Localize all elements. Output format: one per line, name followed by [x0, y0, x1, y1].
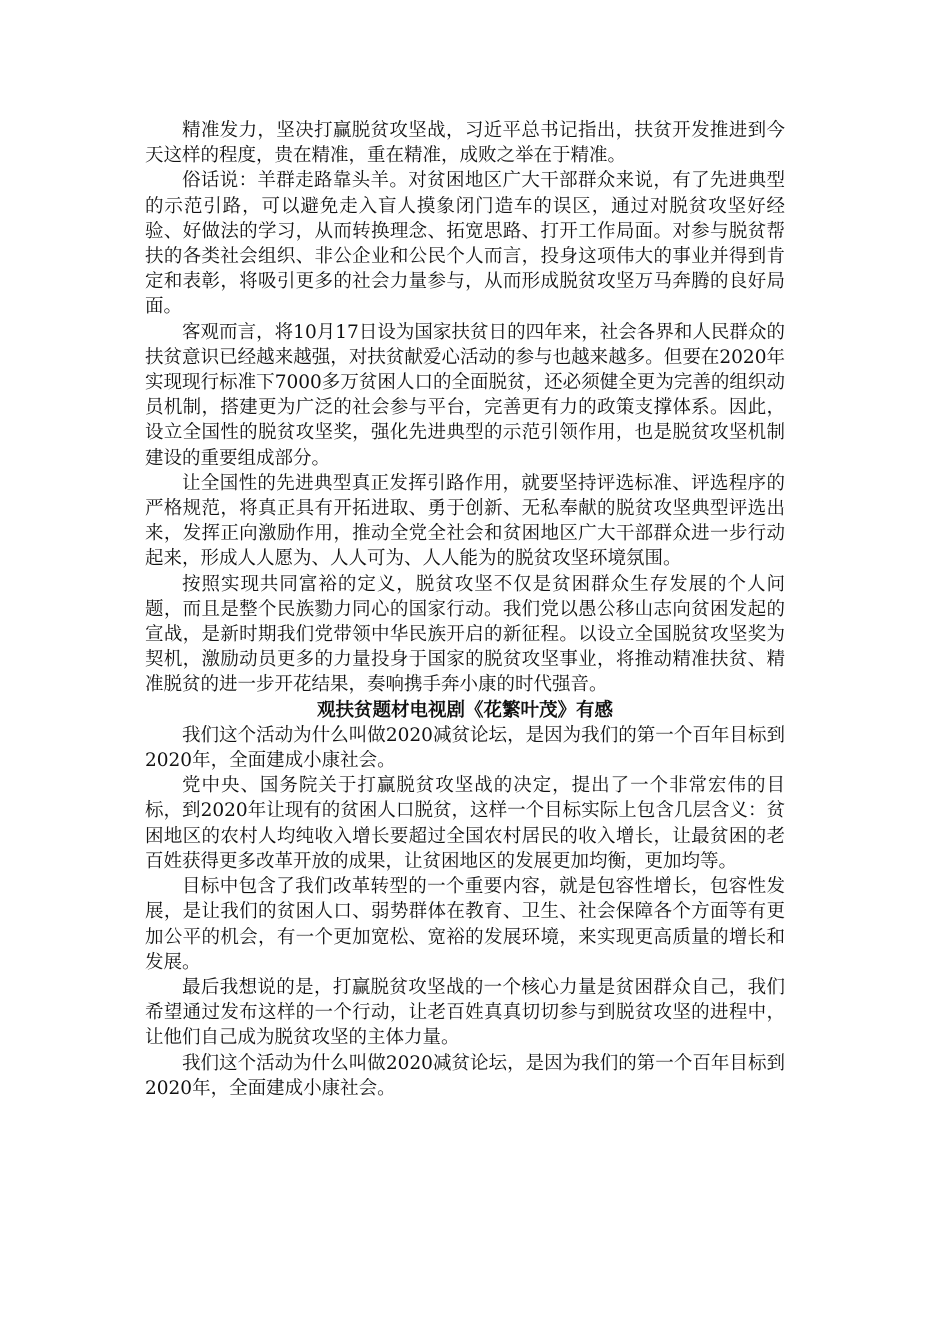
paragraph: 最后我想说的是，打赢脱贫攻坚战的一个核心力量是贫困群众自己，我们希望通过发布这样的一个行动，让老百姓真真切切参与到脱贫攻坚的进程中，让他们自己成为脱贫攻坚的主体力量。	[145, 976, 785, 1049]
paragraph: 目标中包含了我们改革转型的一个重要内容，就是包容性增长，包容性发展，是让我们的贫困人口、弱势群体在教育、卫生、社会保障各个方面等有更加公平的机会，有一个更加宽松、宽裕的发展环境，来实现更高质量的增长和发展。	[145, 876, 785, 973]
section-title: 观扶贫题材电视剧《花繁叶茂》有感	[316, 699, 613, 721]
paragraph: 按照实现共同富裕的定义，脱贫攻坚不仅是贫困群众生存发展的个人问题，而且是整个民族勠力同心的国家行动。我们党以愚公移山志向贫困发起的宣战，是新时期我们党带领中华民族开启的新征程。以设立全国脱贫攻坚奖为契机，激励动员更多的力量投身于国家的脱贫攻坚事业，将推动精准扶贫、精准脱贫的进一步开花结果，奏响携手奔小康的时代强音。	[145, 573, 785, 696]
paragraph: 让全国性的先进典型真正发挥引路作用，就要坚持评选标准、评选程序的严格规范，将真正具有开拓进取、勇于创新、无私奉献的脱贫攻坚典型评选出来，发挥正向激励作用，推动全党全社会和贫困地区广大干部群众进一步行动起来，形成人人愿为、人人可为、人人能为的脱贫攻坚环境氛围。	[145, 472, 785, 570]
paragraph: 我们这个活动为什么叫做2020减贫论坛，是因为我们的第一个百年目标到2020年，全面建成小康社会。	[145, 724, 785, 772]
paragraph: 精准发力，坚决打赢脱贫攻坚战，习近平总书记指出，扶贫开发推进到今天这样的程度，贵在精准，重在精准，成败之举在于精准。	[145, 120, 785, 167]
paragraph: 俗话说：羊群走路靠头羊。对贫困地区广大干部群众来说，有了先进典型的示范引路，可以避免走入盲人摸象闭门造车的误区，通过对脱贫攻坚好经验、好做法的学习，从而转换理念、拓宽思路、打开工作局面。对参与脱贫帮扶的各类社会组织、非公企业和公民个人而言，投身这项伟大的事业并得到肯定和表彰，将吸引更多的社会力量参与，从而形成脱贫攻坚万马奔腾的良好局面。	[145, 170, 785, 318]
paragraph: 客观而言，将10月17日设为国家扶贫日的四年来，社会各界和人民群众的扶贫意识已经越来越强，对扶贫献爱心活动的参与也越来越多。但要在2020年实现现行标准下7000多万贫困人口的全面脱贫，还必须健全更为完善的组织动员机制，搭建更为广泛的社会参与平台，完善更有力的政策支撑体系。因此，设立全国性的脱贫攻坚奖，强化先进典型的示范引领作用，也是脱贫攻坚机制建设的重要组成部分。	[145, 321, 785, 469]
document-page	[145, 118, 785, 1101]
paragraph: 我们这个活动为什么叫做2020减贫论坛，是因为我们的第一个百年目标到2020年，全面建成小康社会。	[145, 1052, 785, 1099]
paragraph: 党中央、国务院关于打赢脱贫攻坚战的决定，提出了一个非常宏伟的目标，到2020年让现有的贫困人口脱贫，这样一个目标实际上包含几层含义：贫困地区的农村人均纯收入增长要超过全国农村居民的收入增长，让最贫困的老百姓获得更多改革开放的成果，让贫困地区的发展更加均衡，更加均等。	[145, 775, 785, 872]
